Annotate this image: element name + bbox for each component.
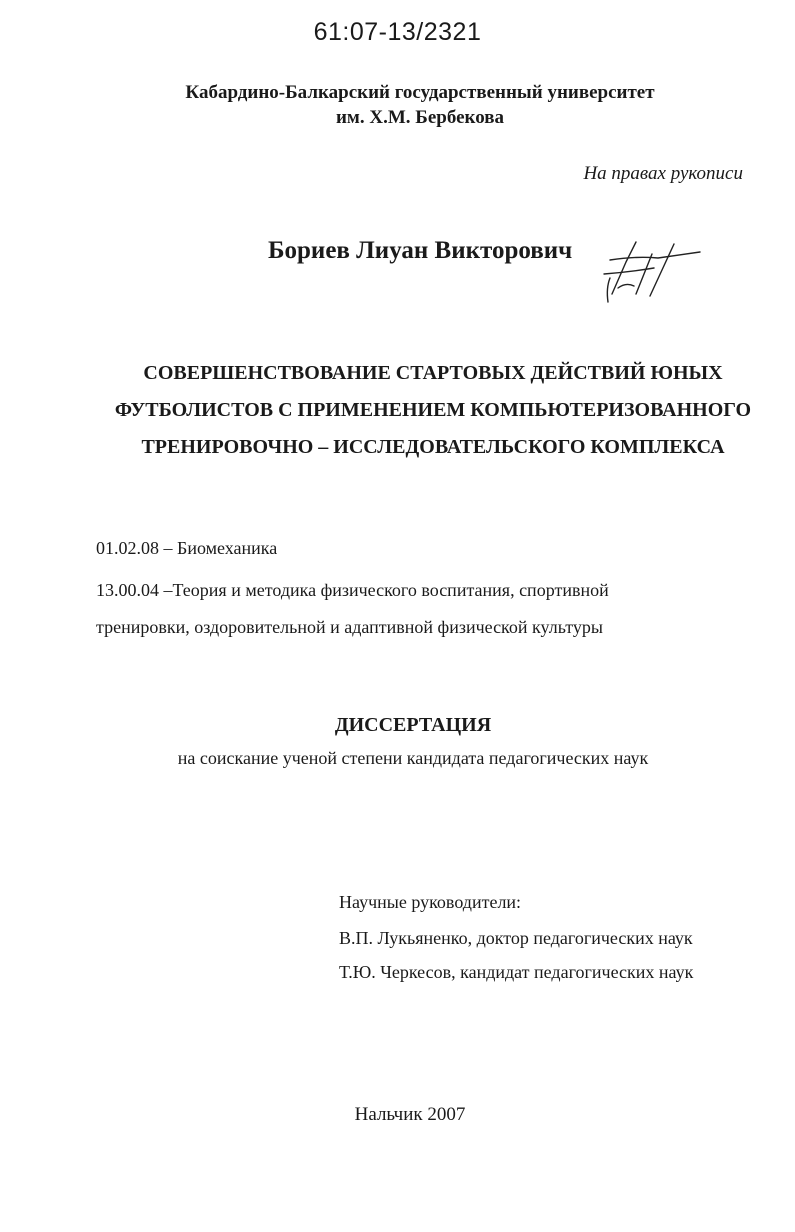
university-named-after: им. Х.М. Бербекова — [335, 107, 505, 128]
degree-title: ДИССЕРТАЦИЯ — [334, 714, 492, 736]
signature-mark — [596, 238, 706, 308]
dissertation-title — [0, 355, 795, 466]
specialty-physical-education: 13.00.04 –Теория и методика физического воспитания, спортивной тренировки, оздоровительной и адаптивной физической культуры — [96, 580, 609, 637]
specialty-biomechanics: 01.02.08 – Биомеханика — [96, 538, 278, 558]
author-name: Бориев Лиуан Викторович — [268, 237, 573, 264]
manuscript-note: На правах рукописи — [583, 163, 743, 184]
city-year: Нальчик 2007 — [354, 1104, 466, 1125]
degree-subtitle: на соискание ученой степени кандидата педагогических наук — [177, 748, 649, 768]
title-line-2: ФУТБОЛИСТОВ С ПРИМЕНЕНИЕМ КОМПЬЮТЕРИЗОВАННОГО — [114, 399, 752, 421]
supervisors-label: Научные руководители: — [339, 892, 522, 912]
title-line-1: СОВЕРШЕНСТВОВАНИЕ СТАРТОВЫХ ДЕЙСТВИЙ ЮНЫХ — [143, 362, 723, 384]
title-line-3: ТРЕНИРОВОЧНО – ИССЛЕДОВАТЕЛЬСКОГО КОМПЛЕКСА — [141, 436, 725, 458]
university-name: Кабардино-Балкарский государственный университет — [185, 82, 655, 103]
university-block — [0, 80, 795, 130]
supervisor-1: В.П. Лукьяненко, доктор педагогических наук — [339, 928, 693, 948]
catalog-number: 61:07-13/2321 — [313, 18, 482, 46]
supervisor-2: Т.Ю. Черкесов, кандидат педагогических наук — [339, 962, 694, 982]
